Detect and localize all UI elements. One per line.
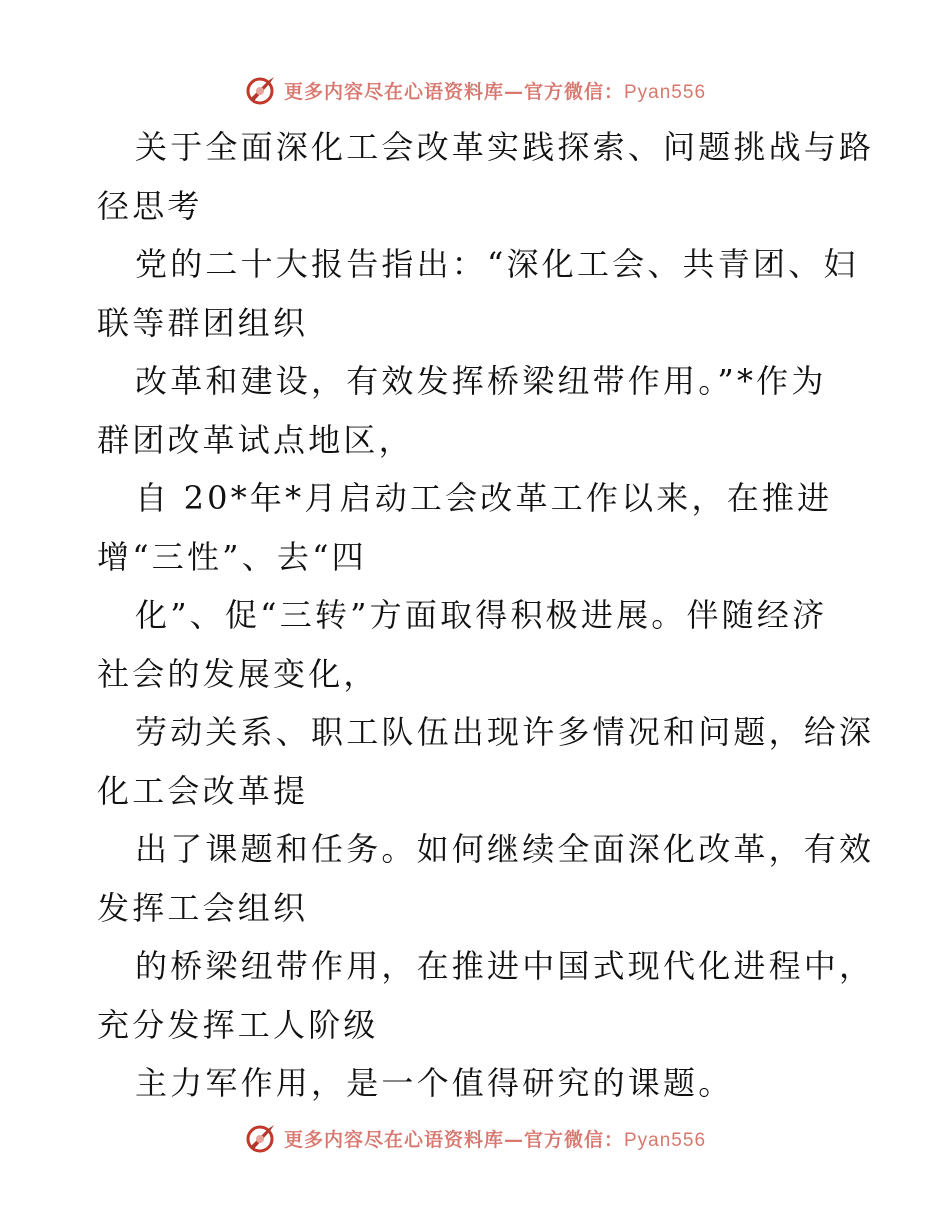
footer-watermark-text: 更多内容尽在心语资料库—官方微信：Pyan556 xyxy=(283,1128,707,1151)
document-body xyxy=(97,118,875,1113)
text-line: 发挥工会组织 xyxy=(97,888,309,927)
text-line: 充分发挥工人阶级 xyxy=(97,1005,379,1044)
text-line: 群团改革试点地区， xyxy=(97,420,414,459)
text-line: 径思考 xyxy=(97,186,203,225)
text-line: 联等群团组织 xyxy=(97,303,309,342)
header-watermark-text: 更多内容尽在心语资料库—官方微信：Pyan556 xyxy=(283,80,707,103)
text-line: 化”、促“三转”方面取得积极进展。伴随经济 xyxy=(135,596,828,634)
text-line: 党的二十大报告指出：“深化工会、共青团、妇 xyxy=(135,245,859,283)
text-line: 自 20*年*月启动工会改革工作以来，在推进 xyxy=(135,479,833,517)
footer-watermark-banner xyxy=(0,1118,950,1158)
text-line: 主力军作用，是一个值得研究的课题。 xyxy=(135,1064,734,1102)
text-line: 化工会改革提 xyxy=(97,771,309,810)
header-watermark-banner xyxy=(0,70,950,110)
brush-logo-icon xyxy=(244,1121,278,1155)
text-line: 劳动关系、职工队伍出现许多情况和问题，给深 xyxy=(135,713,875,751)
brush-logo-icon xyxy=(244,73,278,107)
text-line: 出了课题和任务。如何继续全面深化改革，有效 xyxy=(135,830,875,868)
text-line: 增“三性”、去“四 xyxy=(97,537,367,576)
text-line: 的桥梁纽带作用，在推进中国式现代化进程中， xyxy=(135,947,875,985)
text-line: 社会的发展变化， xyxy=(97,654,379,693)
text-line: 关于全面深化工会改革实践探索、问题挑战与路 xyxy=(135,128,875,166)
text-line: 改革和建设，有效发挥桥梁纽带作用。”*作为 xyxy=(135,362,827,400)
